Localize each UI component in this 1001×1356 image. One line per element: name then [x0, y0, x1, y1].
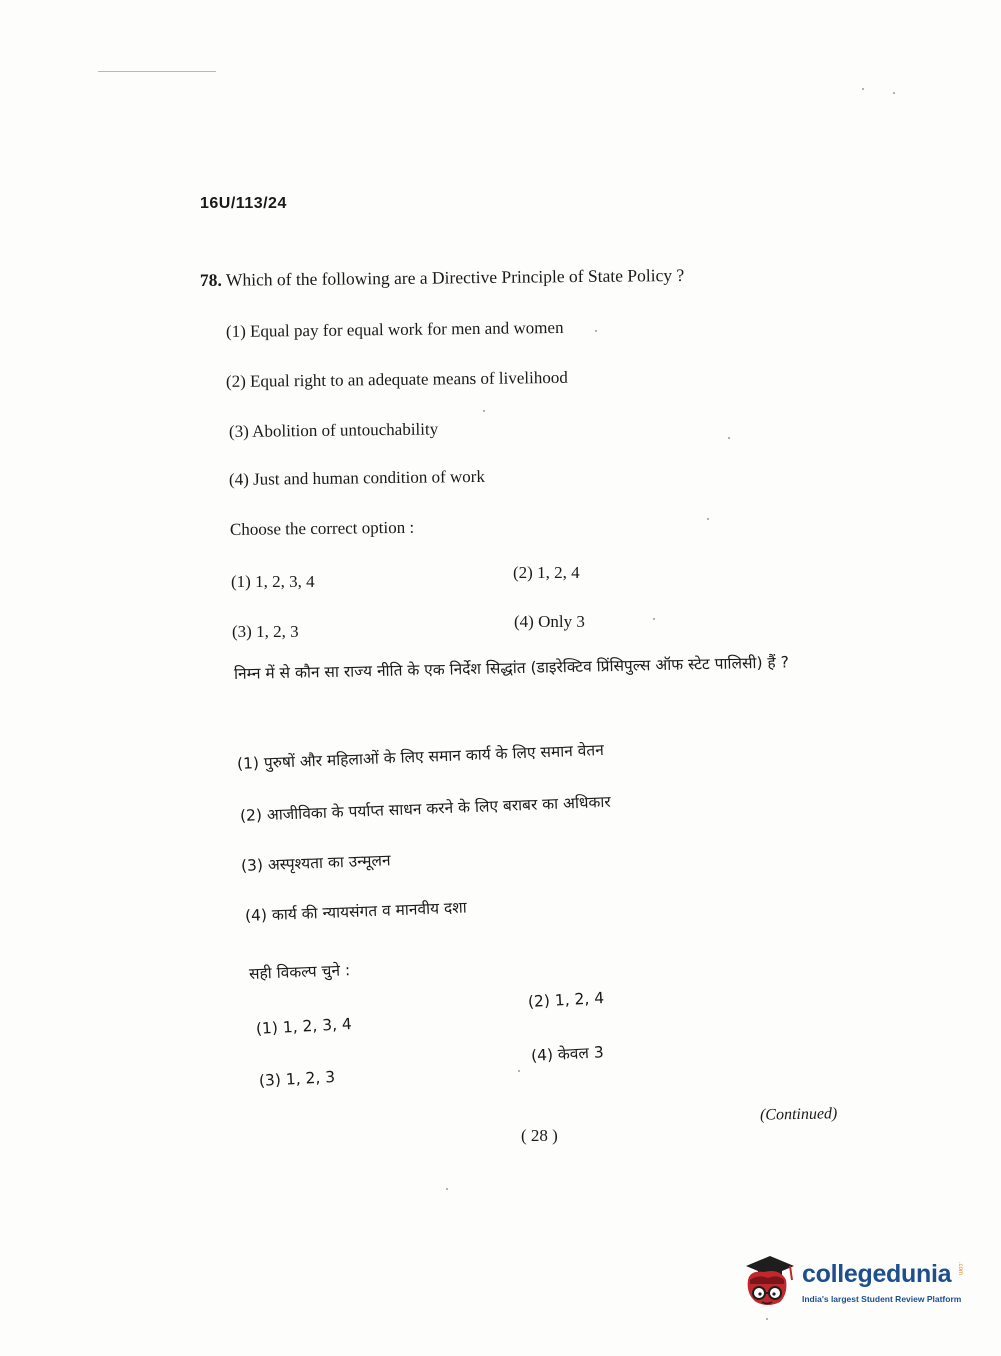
statement-en-4: (4) Just and human condition of work	[228, 466, 485, 489]
instruction-hi: सही विकल्प चुने :	[248, 961, 351, 983]
statement-hi-3: (3) अस्पृश्यता का उन्मूलन	[240, 851, 391, 875]
question-text-hi: निम्न में से कौन सा राज्य नीति के एक निर्देश सिद्धांत (डाइरेक्टिव प्रिंसिपुल्स ऑफ स्टेट पालिसी) हैं ?	[233, 653, 790, 683]
paper-code: 16U/113/24	[200, 195, 287, 212]
option-hi-3: (3) 1, 2, 3	[258, 1068, 336, 1090]
statement-hi-4: (4) कार्य की न्यायसंगत व मानवीय दशा	[244, 898, 468, 925]
statement-hi-1: (1) पुरुषों और महिलाओं के लिए समान कार्य के लिए समान वेतन	[236, 740, 605, 773]
statement-en-1: (1) Equal pay for equal work for men and women	[225, 317, 564, 341]
option-en-3: (3) 1, 2, 3	[232, 622, 299, 641]
scan-speck	[595, 330, 597, 332]
scan-speck	[518, 1070, 520, 1072]
option-hi-2: (2) 1, 2, 4	[527, 989, 605, 1011]
option-en-2: (2) 1, 2, 4	[513, 563, 580, 582]
scan-speck	[862, 88, 864, 90]
statement-hi-2: (2) आजीविका के पर्याप्त साधन करने के लिए बराबर का अधिकार	[239, 792, 612, 825]
question-number: 78.	[199, 269, 222, 290]
brand-suffix: .com	[957, 1262, 963, 1276]
scan-speck	[893, 92, 895, 94]
statement-en-2: (2) Equal right to an adequate means of livelihood	[225, 367, 568, 391]
scan-speck	[766, 1318, 768, 1320]
option-hi-1: (1) 1, 2, 3, 4	[255, 1014, 353, 1038]
scan-speck	[653, 618, 655, 620]
scan-speck	[446, 1188, 448, 1190]
scan-artifact-line	[98, 71, 216, 72]
question-text-en: Which of the following are a Directive Principle of State Policy ?	[225, 264, 685, 290]
brand-name: collegedunia	[802, 1260, 952, 1288]
mascot-icon	[740, 1250, 800, 1314]
option-en-1: (1) 1, 2, 3, 4	[231, 572, 315, 591]
statement-en-3: (3) Abolition of untouchability	[228, 419, 439, 441]
question-en	[200, 265, 684, 291]
instruction-en: Choose the correct option :	[229, 517, 415, 539]
option-hi-4: (4) केवल 3	[530, 1043, 605, 1065]
brand-tagline: India's largest Student Review Platform	[802, 1294, 962, 1304]
option-en-4: (4) Only 3	[514, 612, 585, 631]
continued-note: (Continued)	[759, 1105, 838, 1124]
page-number: ( 28 )	[521, 1126, 558, 1145]
scan-speck	[483, 410, 485, 412]
collegedunia-logo	[740, 1250, 970, 1314]
scan-speck	[707, 518, 709, 520]
scan-speck	[728, 437, 730, 439]
